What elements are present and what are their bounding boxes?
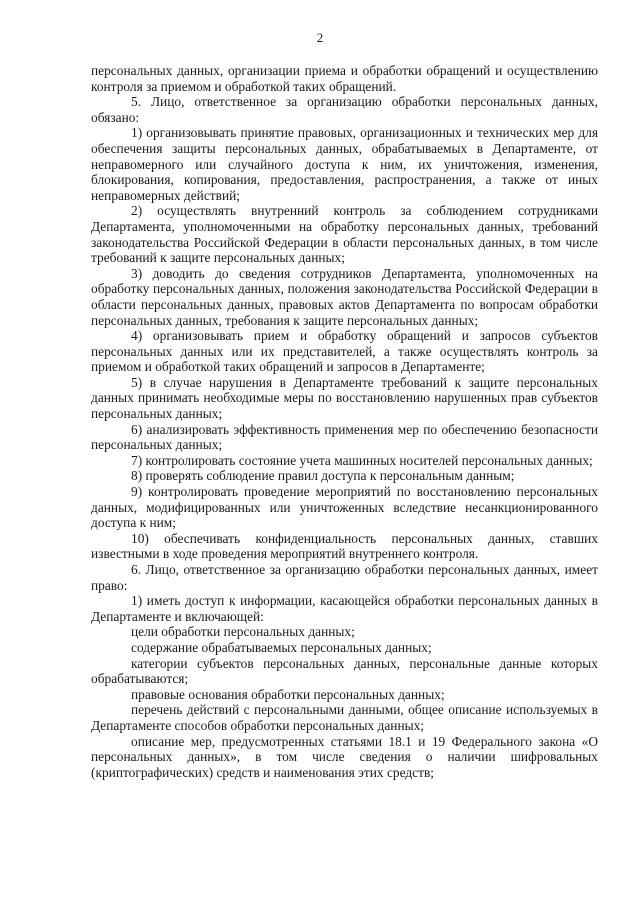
paragraph-5-2: 2) осуществлять внутренний контроль за соблюдением сотрудниками Департамента, уполномоченными на обработку персональных данных, требований законодательства Российской Федерации в области персональных данных, в том числе требований к защите персональных данных;	[91, 203, 598, 266]
document-body	[91, 63, 598, 780]
paragraph-item-6: 6. Лицо, ответственное за организацию обработки персональных данных, имеет право:	[91, 562, 598, 593]
paragraph-continuation: персональных данных, организации приема и обработки обращений и осуществлению контроля за приемом и обработкой таких обращений.	[91, 63, 598, 94]
paragraph-6-1: 1) иметь доступ к информации, касающейся обработки персональных данных в Департаменте и включающей:	[91, 593, 598, 624]
paragraph-5-6: 6) анализировать эффективность применения мер по обеспечению безопасности персональных данных;	[91, 421, 598, 453]
page-number: 2	[316, 30, 324, 45]
list-item: перечень действий с персональными данными, общее описание используемых в Департаменте способов обработки персональных данных;	[91, 702, 598, 733]
list-item: категории субъектов персональных данных, персональные данные которых обрабатываются;	[91, 655, 598, 687]
paragraph-5-7: 7) контролировать состояние учета машинных носителей персональных данных;	[131, 452, 593, 468]
paragraph-5-3: 3) доводить до сведения сотрудников Департамента, уполномоченных на обработку персональных данных, положения законодательства Российской Федерации в области персональных данных, правовых актов Департамента по вопросам обработки персональных данных, требования к защите персональных данных;	[91, 265, 598, 328]
list-item: описание мер, предусмотренных статьями 18.1 и 19 Федерального закона «О персональных данных», в том числе сведения о наличии шифровальных (криптографических) средств и наименования этих средств;	[91, 733, 598, 780]
list-item: цели обработки персональных данных;	[131, 624, 355, 640]
paragraph-item-5: 5. Лицо, ответственное за организацию обработки персональных данных, обязано:	[91, 94, 598, 125]
paragraph-5-4: 4) организовывать прием и обработку обращений и запросов субъектов персональных данных или их представителей, а также осуществлять контроль за приемом и обработкой таких обращений и запросов в Департаменте;	[91, 328, 598, 375]
list-item: правовые основания обработки персональных данных;	[131, 686, 445, 702]
list-item: содержание обрабатываемых персональных данных;	[131, 639, 432, 655]
paragraph-5-10: 10) обеспечивать конфиденциальность персональных данных, ставших известными в ходе проведения мероприятий внутреннего контроля.	[91, 530, 598, 562]
paragraph-5-9: 9) контролировать проведение мероприятий по восстановлению персональных данных, модифицированных или уничтоженных вследствие несанкционированного доступа к ним;	[91, 484, 598, 531]
paragraph-5-5: 5) в случае нарушения в Департаменте требований к защите персональных данных принимать необходимые меры по восстановлению нарушенных прав субъектов персональных данных;	[91, 374, 598, 422]
paragraph-5-1: 1) организовывать принятие правовых, организационных и технических мер для обеспечения защиты персональных данных, обрабатываемых в Департаменте, от неправомерного или случайного доступа к ним, их уничтожения, изменения, блокирования, копирования, предоставления, распространения, а также от иных неправомерных действий;	[91, 125, 598, 203]
paragraph-5-8: 8) проверять соблюдение правил доступа к персональным данным;	[131, 468, 515, 484]
